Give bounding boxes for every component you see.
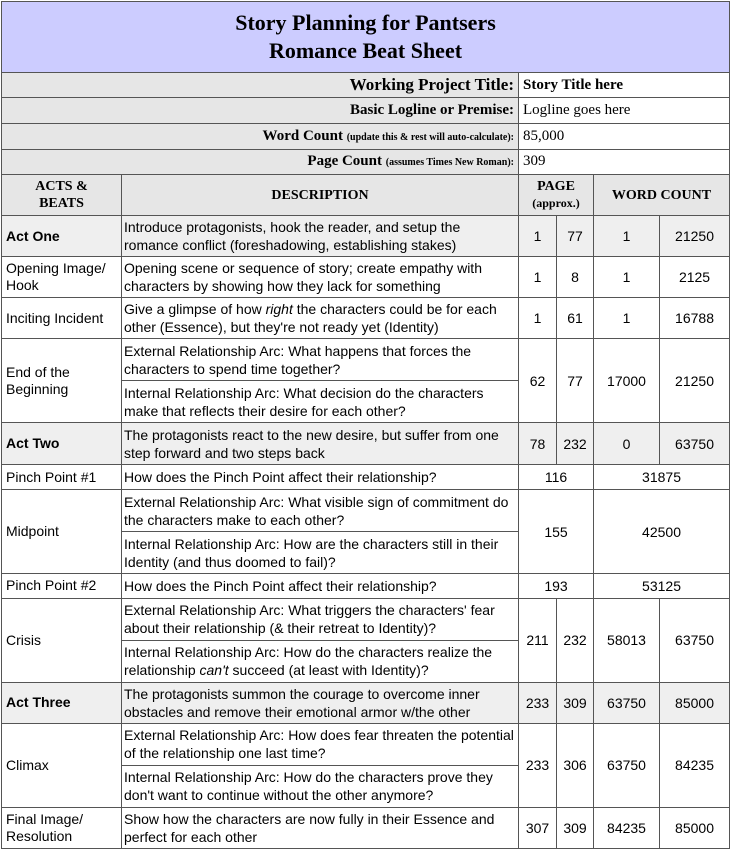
beat-row-pinch-point-2 xyxy=(2,574,730,599)
beat-name: Opening Image/ Hook xyxy=(2,257,122,298)
word-count-label xyxy=(2,124,519,150)
page-value: 155 xyxy=(519,490,594,574)
beat-row-act-three xyxy=(2,682,730,723)
beat-name: End of the Beginning xyxy=(2,339,122,423)
beat-name: Midpoint xyxy=(2,490,122,574)
beat-row-climax xyxy=(2,723,730,765)
word-end: 2125 xyxy=(660,257,730,298)
page-count-label-text: Page Count xyxy=(307,153,382,170)
page-end: 309 xyxy=(557,807,594,848)
logline-label: Basic Logline or Premise: xyxy=(2,98,519,124)
word-count-field[interactable]: 85,000 xyxy=(519,124,730,150)
word-end: 63750 xyxy=(660,598,730,682)
external-arc-description: External Relationship Arc: How does fear threaten the potential of the relationship one last time? xyxy=(122,723,519,765)
beat-description: Show how the characters are now fully in their Essence and perfect for each other xyxy=(122,807,519,848)
page-header xyxy=(519,175,594,216)
beat-row-crisis xyxy=(2,598,730,640)
word-end: 21250 xyxy=(660,339,730,423)
word-count-label-text: Word Count xyxy=(262,127,343,144)
description-part: Internal Relationship Arc: How do the characters realize the relationship xyxy=(124,644,493,679)
page-start: 62 xyxy=(519,339,557,423)
column-header-row xyxy=(2,175,730,216)
page-end: 232 xyxy=(557,423,594,465)
logline-row xyxy=(2,98,730,124)
beat-row-opening-image xyxy=(2,257,730,298)
word-start: 63750 xyxy=(594,682,660,723)
page-count-row xyxy=(2,149,730,175)
sheet-title xyxy=(2,2,730,73)
word-start: 84235 xyxy=(594,807,660,848)
beat-row-act-two xyxy=(2,423,730,465)
page-end: 77 xyxy=(557,339,594,423)
beat-description: Opening scene or sequence of story; create empathy with characters by showing how they lack for something xyxy=(122,257,519,298)
title-line-2: Romance Beat Sheet xyxy=(268,37,463,63)
beat-row-act-one xyxy=(2,216,730,257)
page-start: 78 xyxy=(519,423,557,465)
beat-row-midpoint xyxy=(2,490,730,532)
beat-name: Final Image/ Resolution xyxy=(2,807,122,848)
word-end: 63750 xyxy=(660,423,730,465)
page-start: 233 xyxy=(519,682,557,723)
page-header-note: (approx.) xyxy=(532,196,580,211)
acts-header-line-2: BEATS xyxy=(39,196,84,212)
beat-name: Act Three xyxy=(2,682,122,723)
page-end: 77 xyxy=(557,216,594,257)
beat-sheet-table xyxy=(1,1,730,849)
project-title-row xyxy=(2,72,730,98)
description-part: succeed (at least with Identity)? xyxy=(228,662,429,679)
beat-row-pinch-point-1 xyxy=(2,465,730,490)
beat-row-final-image xyxy=(2,807,730,848)
beat-description: Introduce protagonists, hook the reader, and setup the romance conflict (foreshadowing, establishing stakes) xyxy=(122,216,519,257)
beat-row-end-of-beginning xyxy=(2,339,730,381)
word-start: 0 xyxy=(594,423,660,465)
page-start: 1 xyxy=(519,257,557,298)
description-part: the characters could be for each other (Essence), but they're not ready yet (Identity) xyxy=(124,301,497,336)
internal-arc-description: Internal Relationship Arc: How are the characters still in their Identity (and thus doomed to fail)? xyxy=(122,532,519,574)
internal-arc-description: Internal Relationship Arc: What decision do the characters make that reflects their desire for each other? xyxy=(122,381,519,423)
word-start: 1 xyxy=(594,298,660,339)
page-end: 8 xyxy=(557,257,594,298)
beat-name: Inciting Incident xyxy=(2,298,122,339)
word-count-row xyxy=(2,124,730,150)
internal-arc-description: Internal Relationship Arc: How do the characters prove they don't want to continue without the other anymore? xyxy=(122,765,519,807)
page-count-field: 309 xyxy=(519,149,730,175)
word-value: 53125 xyxy=(594,574,730,599)
description-emphasis: right xyxy=(265,301,293,318)
description-emphasis: can't xyxy=(199,662,229,679)
beat-description: How does the Pinch Point affect their relationship? xyxy=(122,574,519,599)
project-title-label: Working Project Title: xyxy=(2,72,519,98)
page-count-label xyxy=(2,149,519,175)
beat-name: Crisis xyxy=(2,598,122,682)
acts-beats-header xyxy=(2,175,122,216)
beat-row-inciting-incident xyxy=(2,298,730,339)
beat-description: The protagonists react to the new desire, but suffer from one step forward and two steps back xyxy=(122,423,519,465)
external-arc-description: External Relationship Arc: What triggers the characters' fear about their relationship (& their retreat to Identity)? xyxy=(122,598,519,640)
word-end: 85000 xyxy=(660,682,730,723)
page-start: 1 xyxy=(519,298,557,339)
word-start: 58013 xyxy=(594,598,660,682)
page-start: 307 xyxy=(519,807,557,848)
external-arc-description: External Relationship Arc: What happens that forces the characters to spend time together? xyxy=(122,339,519,381)
page-start: 233 xyxy=(519,723,557,807)
description-part: Give a glimpse of how xyxy=(124,301,266,318)
word-start: 1 xyxy=(594,257,660,298)
beat-name: Pinch Point #2 xyxy=(2,574,122,599)
beat-description xyxy=(122,298,519,339)
word-value: 42500 xyxy=(594,490,730,574)
page-value: 193 xyxy=(519,574,594,599)
word-start: 63750 xyxy=(594,723,660,807)
internal-arc-description xyxy=(122,640,519,682)
beat-name: Act Two xyxy=(2,423,122,465)
beat-name: Climax xyxy=(2,723,122,807)
page-start: 1 xyxy=(519,216,557,257)
word-end: 85000 xyxy=(660,807,730,848)
word-end: 84235 xyxy=(660,723,730,807)
word-start: 17000 xyxy=(594,339,660,423)
page-end: 309 xyxy=(557,682,594,723)
word-value: 31875 xyxy=(594,465,730,490)
project-title-field[interactable]: Story Title here xyxy=(519,72,730,98)
word-end: 21250 xyxy=(660,216,730,257)
page-header-label: PAGE xyxy=(537,179,575,195)
word-start: 1 xyxy=(594,216,660,257)
title-line-1: Story Planning for Pantsers xyxy=(235,9,496,35)
page-end: 61 xyxy=(557,298,594,339)
logline-field[interactable]: Logline goes here xyxy=(519,98,730,124)
page-end: 232 xyxy=(557,598,594,682)
description-header: DESCRIPTION xyxy=(122,175,519,216)
external-arc-description: External Relationship Arc: What visible sign of commitment do the characters make to each other? xyxy=(122,490,519,532)
beat-description: The protagonists summon the courage to overcome inner obstacles and remove their emotional armor w/the other xyxy=(122,682,519,723)
word-count-header: WORD COUNT xyxy=(594,175,730,216)
title-row xyxy=(2,2,730,73)
word-count-note: (update this & rest will auto-calculate): xyxy=(346,131,514,143)
beat-description: How does the Pinch Point affect their relationship? xyxy=(122,465,519,490)
page-value: 116 xyxy=(519,465,594,490)
beat-name: Pinch Point #1 xyxy=(2,465,122,490)
page-start: 211 xyxy=(519,598,557,682)
beat-name: Act One xyxy=(2,216,122,257)
page-end: 306 xyxy=(557,723,594,807)
acts-header-line-1: ACTS & xyxy=(35,179,88,195)
page-count-note: (assumes Times New Roman): xyxy=(385,157,514,169)
word-end: 16788 xyxy=(660,298,730,339)
